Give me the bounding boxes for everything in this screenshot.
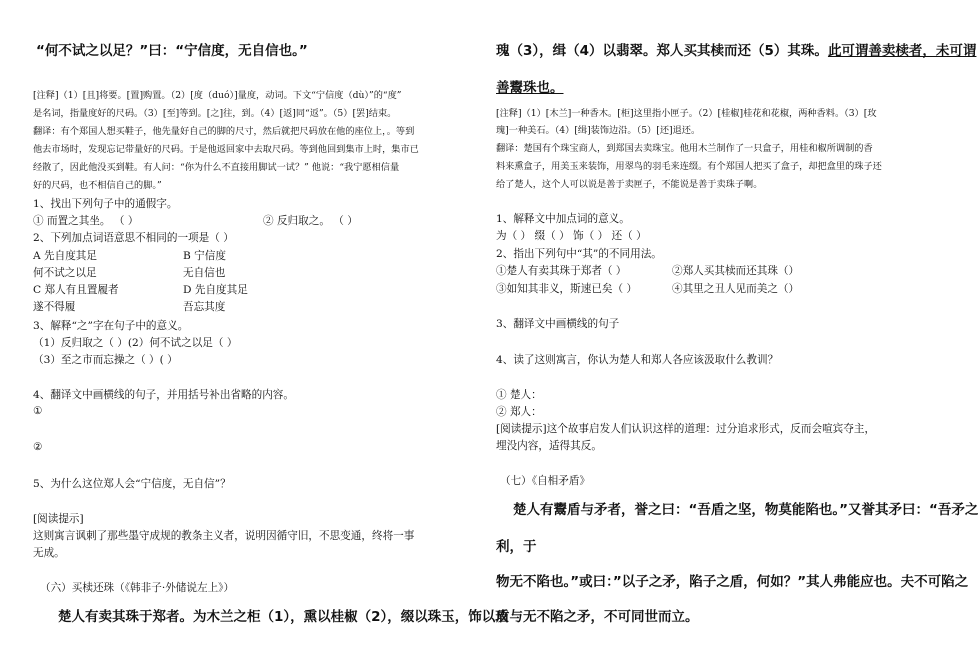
question-1: 1、找出下列句子中的通假字。 <box>33 198 178 210</box>
question-2d: ④其里之丑人见而美之（） <box>672 283 800 295</box>
reading-tip-line: 埋没内容，适得其反。 <box>496 440 602 452</box>
question-2c: ③如知其非义，斯速已矣（ ） <box>496 283 638 295</box>
option-c-line2: 遂不得履 <box>33 301 76 313</box>
question-4b: ② 郑人： <box>496 406 542 418</box>
translation-line: 料来熏盒子，用美玉来装饰，用翠鸟的羽毛来连缀。有个郑国人把买了盒子，却把盒里的珠子还 <box>496 161 882 172</box>
story-text-line <box>496 39 976 59</box>
option-c-line1: C 郑人有且置履者 <box>33 284 119 296</box>
annotation-line: [注释]（1）[木兰]一种香木。[柜]这里指小匣子。（2）[桂椒]桂花和花椒，两种香料。（3）[玫 <box>496 108 877 119</box>
question-3: 3、翻译文中画横线的句子 <box>496 318 620 330</box>
section-7-line: 物无不陷也。”或曰：”以子之矛，陷子之盾，何如？”其人弗能应也。夫不可陷之 <box>496 574 969 590</box>
option-b-line1: B 宁信度 <box>183 250 226 262</box>
question-4a: ① 楚人： <box>496 389 542 401</box>
question-1: 1、解释文中加点词的意义。 <box>496 213 630 225</box>
annotation-line: 是名词，指量度好的尺码。（3）[至]等到。[之]往，到。（4）[返]同“返”。（5）[罢]结束。 <box>33 108 397 119</box>
translation-line: 好的尺码，也不相信自己的脚。” <box>33 180 162 191</box>
question-1a: ① 而置之其坐。 （ ） <box>33 215 139 227</box>
question-2a: ①楚人有卖其珠于郑者（ ） <box>496 265 627 277</box>
question-5: 5、为什么这位郑人会“宁信度，无自信”？ <box>33 478 231 490</box>
section-7-line: 楚人有鬻盾与矛者，誉之曰：“吾盾之坚，物莫能陷也。”又誉其矛曰：“吾矛之 <box>513 502 978 518</box>
question-2b: ②郑人买其椟而还其珠（） <box>672 265 800 277</box>
option-b-line2: 无自信也 <box>183 267 226 279</box>
section-7-line: 盾与无不陷之矛，不可同世而立。 <box>496 609 699 625</box>
reading-tip-line: 这则寓言讽刺了那些墨守成规的教条主义者，说明因循守旧，不思变通，终将一事 <box>33 530 415 542</box>
reading-tip-heading: [阅读提示] <box>33 513 84 525</box>
translation-line: 翻译：有个郑国人想买鞋子，他先量好自己的脚的尺寸，然后就把尺码放在他的座位上，。等到 <box>33 126 415 137</box>
annotation-line: 瑰]一种美石。（4）[缉]装饰边沿。（5）[还]退还。 <box>496 125 701 136</box>
question-1b: ② 反归取之。 （ ） <box>263 215 358 227</box>
question-2: 2、下列加点词语意思不相同的一项是（ ） <box>33 232 234 244</box>
section-6-title: （六）买椟还珠（《韩非子·外储说左上》） <box>40 582 235 594</box>
underlined-sentence-cont: 善鬻珠也。 <box>496 80 564 96</box>
translation-line: 他去市场时，发现忘记带量好的尺码。于是他返回家中去取尺码。等到他回到集市上时，集市已 <box>33 144 419 155</box>
question-4: 4、读了这则寓言，你认为楚人和郑人各应该汲取什么教训？ <box>496 354 779 366</box>
translation-line: 给了楚人，这个人可以说是善于卖匣子，不能说是善于卖珠子啊。 <box>496 179 763 190</box>
question-3: 3、解释“之”字在句子中的意义。 <box>33 320 189 332</box>
annotation-line: [注释]（1）[且]将要。[置]购置。（2）[度（duó）]量度，动词。下文“宁信度（dù）”的“度” <box>33 90 402 101</box>
question-4: 4、翻译文中画横线的句子，并用括号补出省略的内容。 <box>33 389 294 401</box>
head-quote: “何不试之以足？”曰：“宁信度，无自信也。” <box>36 43 308 59</box>
section-6-text: 楚人有卖其珠于郑者。为木兰之柜（1），熏以桂椒（2），缀以珠玉，饰以玫 <box>58 609 509 625</box>
question-2: 2、指出下列句中“其”的不同用法。 <box>496 248 662 260</box>
section-7-title: （七）《自相矛盾》 <box>500 475 591 487</box>
question-4a: ① <box>33 405 43 417</box>
translation-line: 经散了，因此他没买到鞋。有人问：“你为什么不直接用脚试一试？” 他说：“我宁愿相信量 <box>33 162 400 173</box>
question-1a: 为（ ） 缀（ ） 饰（ ） 还（ ） <box>496 230 647 242</box>
story-text: 瑰（3），缉（4）以翡翠。郑人买其椟而还（5）其珠。 <box>496 43 828 59</box>
reading-tip-line: 无成。 <box>33 547 65 559</box>
translation-line: 翻译：楚国有个珠宝商人，到郑国去卖珠宝。他用木兰制作了一只盒子，用桂和椒所调制的香 <box>496 143 873 154</box>
option-d-line1: D 先自度其足 <box>183 284 248 296</box>
underlined-sentence: 此可谓善卖椟者，未可谓 <box>827 43 977 59</box>
option-a-line2: 何不试之以足 <box>33 267 97 279</box>
reading-tip-line: [阅读提示]这个故事启发人们认识这样的道理：过分追求形式，反而会喧宾夺主， <box>496 423 876 435</box>
question-3a: （1）反归取之（ ）(2）何不试之以足（ ） <box>33 337 238 349</box>
option-d-line2: 吾忘其度 <box>183 301 226 313</box>
question-3b: （3）至之市而忘操之（ ）( ） <box>33 354 178 366</box>
section-7-line: 利，于 <box>496 539 537 555</box>
question-4b: ② <box>33 441 43 453</box>
option-a-line1: A 先自度其足 <box>33 250 97 262</box>
